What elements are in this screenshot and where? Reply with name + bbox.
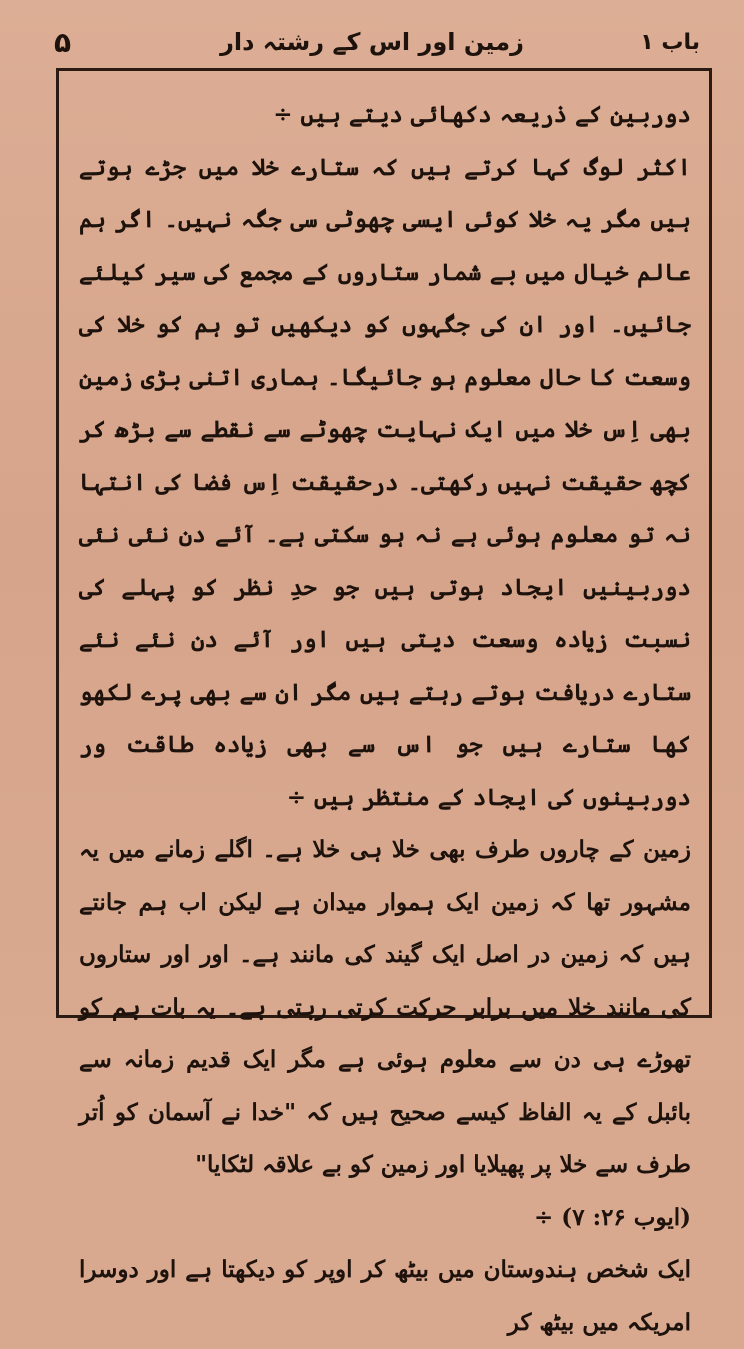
paragraph: دوربین کے ذریعہ دکھائی دیتے ہیں ÷ [273,101,691,128]
running-title: زمین اور اس کے رشتہ دار [220,28,524,56]
page-header [40,24,704,64]
text-frame [56,68,712,1336]
body-text [79,89,691,1349]
chapter-label: باب ۱ [640,30,700,55]
paragraph: ایک شخص ہندوستان میں بیٹھ کر اوپر کو دیکھتا ہے اور دوسرا امریکہ میں بیٹھ کر [79,1256,691,1336]
paragraph: زمین کے چاروں طرف بھی خلا ہی خلا ہے۔ اگلے زمانے میں یہ مشہور تھا کہ زمین ایک ہموار میدان ہے لیکن اب ہم جانتے ہیں کہ زمین در اصل ایک گیند کی مانند ہے۔ اور اور ستاروں کی مانند خلا میں برابر حرکت کرتی رہتی ہے۔ یہ بات ہم کو تھوڑے ہی دن سے معلوم ہوئی ہے مگر ایک قدیم زمانہ سے بائبل کے یہ الفاظ کیسے صحیح ہیں کہ "خدا نے آسمان کو اُتر طرف سے خلا پر پھیلایا اور زمین کو بے علاقہ لٹکایا" [79,836,691,1178]
paragraph: اکثر لوگ کہا کرتے ہیں کہ ستارے خلا میں جڑے ہوتے ہیں مگر یہ خلا کوئی ایسی چھوٹی سی جگہ نہیں۔ اگر ہم عالم خیال میں بے شمار ستاروں کے مجمع کی سیر کیلئے جائیں۔ اور ان کی جگہوں کو دیکھیں تو ہم کو خلا کی وسعت کا حال معلوم ہو جائیگا۔ ہماری اتنی بڑی زمین بھی اِس خلا میں ایک نہایت چھوٹے سے نقطے سے بڑھ کر کچھ حقیقت نہیں رکھتی۔ درحقیقت اِس فضا کی انتہا نہ تو معلوم ہوئی ہے نہ ہو سکتی ہے۔ آئے دن نئی نئی دوربینیں ایجاد ہوتی ہیں جو حدِ نظر کو پہلے کی نسبت زیادہ وسعت دیتی ہیں اور آئے دن نئے نئے ستارے دریافت ہوتے رہتے ہیں مگر ان سے بھی پرے لکھو کھا ستارے ہیں جو اس سے بھی زیادہ طاقت ور دوربینوں کی ایجاد کے منتظر ہیں ÷ [79,153,691,811]
scripture-reference: (ایوب ۲۶: ۷) ÷ [534,1203,691,1231]
page-number: ۵ [54,26,72,59]
